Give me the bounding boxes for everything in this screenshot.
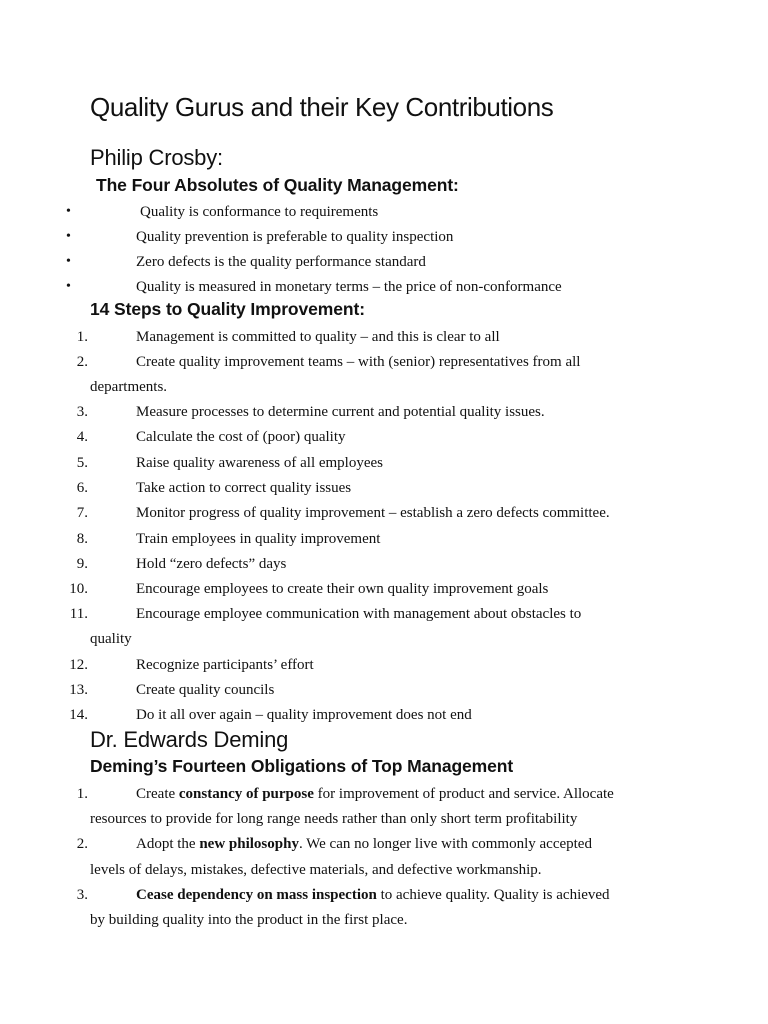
- list-item: [0, 653, 768, 677]
- list-item-text: Raise quality awareness of all employees: [136, 455, 384, 471]
- list-item: [0, 832, 768, 856]
- list-item: [0, 883, 768, 907]
- list-number: 9.: [76, 556, 88, 572]
- list-number: 10.: [69, 581, 88, 597]
- obligations-heading: Deming’s Fourteen Obligations of Top Management: [90, 756, 514, 776]
- list-item-text: Adopt the new philosophy. We can no longer live with commonly accepted: [136, 836, 592, 852]
- list-number: 12.: [69, 657, 88, 673]
- list-number: 1.: [76, 329, 88, 345]
- list-item-text: Zero defects is the quality performance standard: [136, 254, 426, 270]
- list-item: [0, 451, 768, 475]
- list-item-text: Cease dependency on mass inspection to achieve quality. Quality is achieved: [136, 887, 610, 903]
- list-number: 3.: [76, 404, 88, 420]
- list-item-text: Quality prevention is preferable to quality inspection: [136, 229, 454, 245]
- list-item: [0, 425, 768, 449]
- list-item: [0, 678, 768, 702]
- list-item-continuation: levels of delays, mistakes, defective materials, and defective workmanship.: [90, 862, 542, 878]
- list-item-text: Hold “zero defects” days: [136, 556, 287, 572]
- list-number: 3.: [76, 887, 88, 903]
- list-number: 5.: [76, 455, 88, 471]
- list-item-continuation: by building quality into the product in the first place.: [90, 912, 408, 928]
- emphasis: new philosophy: [199, 836, 299, 852]
- list-item: [0, 225, 768, 249]
- list-item-text: Create constancy of purpose for improvement of product and service. Allocate: [136, 786, 614, 802]
- list-number: 11.: [69, 606, 88, 622]
- list-item: [0, 527, 768, 551]
- page-title: Quality Gurus and their Key Contributions: [90, 92, 554, 122]
- list-item-text: Create quality councils: [136, 682, 275, 698]
- list-item: [0, 250, 768, 274]
- list-item-text: Create quality improvement teams – with (senior) representatives from all: [136, 354, 581, 370]
- list-item: [0, 577, 768, 601]
- list-number: 8.: [76, 531, 88, 547]
- crosby-heading: Philip Crosby:: [90, 145, 223, 170]
- bullet-icon: •: [66, 229, 71, 244]
- list-item: [0, 350, 768, 374]
- list-item-text: Encourage employee communication with management about obstacles to: [136, 606, 582, 622]
- list-item: [0, 325, 768, 349]
- emphasis: Cease dependency on mass inspection: [136, 887, 377, 903]
- list-item: [0, 782, 768, 806]
- list-item: [0, 476, 768, 500]
- list-item-text: Recognize participants’ effort: [136, 657, 314, 673]
- list-item-text: Monitor progress of quality improvement – establish a zero defects committee.: [136, 505, 610, 521]
- list-number: 7.: [76, 505, 88, 521]
- list-item-text: Calculate the cost of (poor) quality: [136, 429, 346, 445]
- list-item: [0, 552, 768, 576]
- list-item: [0, 501, 768, 525]
- list-item-continuation: resources to provide for long range needs rather than only short term profitability: [90, 811, 578, 827]
- list-number: 1.: [76, 786, 88, 802]
- list-number: 13.: [69, 682, 88, 698]
- list-item: [0, 703, 768, 727]
- list-number: 2.: [76, 836, 88, 852]
- list-item-text: Quality is conformance to requirements: [140, 204, 379, 220]
- bullet-icon: •: [66, 279, 71, 294]
- list-item: [0, 200, 768, 224]
- emphasis: constancy of purpose: [178, 786, 314, 802]
- list-item-continuation: departments.: [90, 379, 168, 395]
- steps-heading: 14 Steps to Quality Improvement:: [90, 299, 365, 319]
- absolutes-heading: The Four Absolutes of Quality Management:: [96, 175, 459, 195]
- list-item-text: Train employees in quality improvement: [136, 531, 381, 547]
- bullet-icon: •: [66, 254, 71, 269]
- list-item: [0, 400, 768, 424]
- list-item: [0, 602, 768, 626]
- list-number: 4.: [76, 429, 88, 445]
- list-number: 14.: [69, 707, 88, 723]
- list-item: [0, 275, 768, 299]
- list-item-text: Encourage employees to create their own quality improvement goals: [136, 581, 549, 597]
- list-number: 2.: [76, 354, 88, 370]
- list-item-text: Management is committed to quality – and this is clear to all: [136, 329, 500, 345]
- list-item-text: Take action to correct quality issues: [136, 480, 352, 496]
- deming-heading: Dr. Edwards Deming: [90, 727, 289, 752]
- list-item-text: Do it all over again – quality improvement does not end: [136, 707, 472, 723]
- bullet-icon: •: [66, 204, 71, 219]
- list-item-text: Quality is measured in monetary terms – the price of non-conformance: [136, 279, 562, 295]
- list-item-continuation: quality: [90, 631, 132, 647]
- list-number: 6.: [76, 480, 88, 496]
- list-item-text: Measure processes to determine current and potential quality issues.: [136, 404, 545, 420]
